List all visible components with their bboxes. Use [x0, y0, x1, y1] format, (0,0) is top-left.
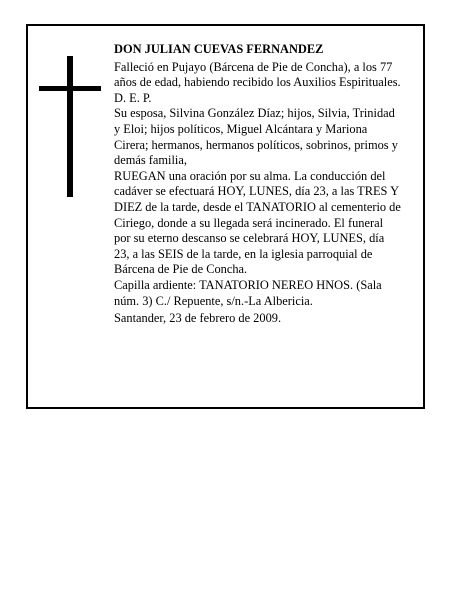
cross-vertical-bar — [67, 56, 73, 197]
rip-line: D. E. P. — [114, 90, 152, 105]
place-date: Santander, 23 de febrero de 2009. — [114, 311, 282, 326]
deceased-name: DON JULIAN CUEVAS FERNANDEZ — [114, 42, 324, 56]
obituary-text — [114, 42, 402, 327]
death-statement: Falleció en Pujayo (Bárcena de Pie de Concha), a los 77 años de edad, habiendo recibido los Auxilios Espirituales. — [114, 59, 401, 90]
cross-horizontal-bar — [39, 86, 101, 91]
prayer-request: RUEGAN una oración por su alma. La conducción del cadáver se efectuará HOY, LUNES, día 23, a las TRES Y DIEZ de la tarde, desde el TANATORIO al cementerio de Ciriego, donde a su llegada será incinerado. El funeral por su eterno descanso se celebrará HOY, LUNES, día 23, a las SEIS de la tarde, en la iglesia parroquial de Bárcena de Pie de Concha. — [114, 168, 401, 277]
family-list: Su esposa, Silvina González Díaz; hijos, Silvia, Trinidad y Eloi; hijos políticos, Miguel Alcántara y Mariona Cirera; hermanos, hermanos políticos, sobrinos, primos y demás familia, — [114, 106, 398, 168]
obituary-notice — [26, 24, 425, 409]
chapel-info: Capilla ardiente: TANATORIO NEREO HNOS. (Sala núm. 3) C./ Repuente, s/n.-La Albericia. — [114, 277, 382, 308]
